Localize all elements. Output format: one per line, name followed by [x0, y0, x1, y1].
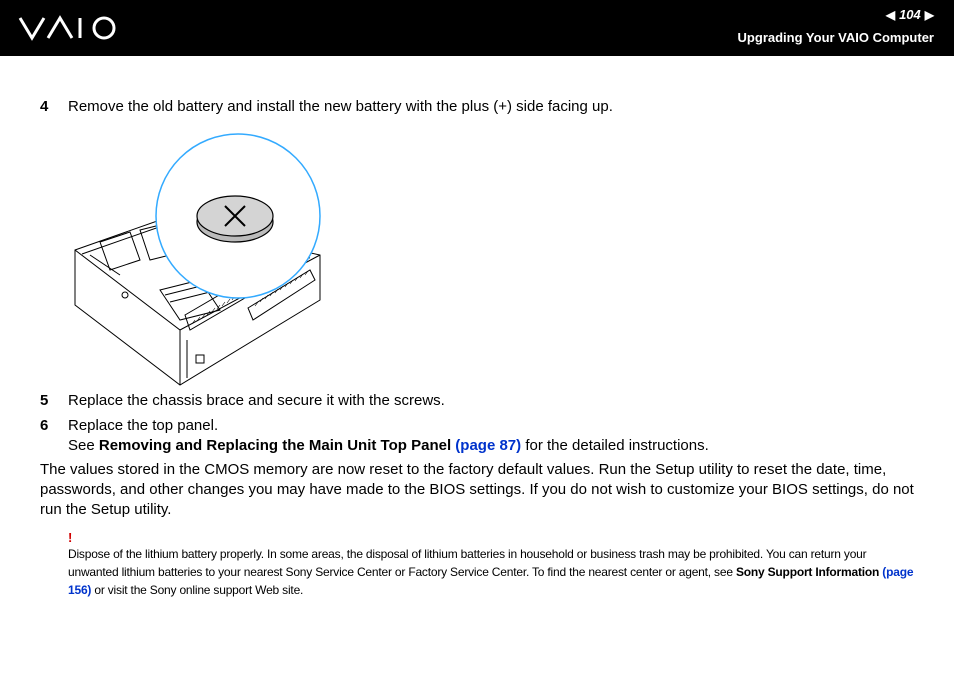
triangle-left-icon[interactable]: ◀	[885, 7, 896, 22]
note-text	[68, 545, 918, 599]
reference-title: Removing and Replacing the Main Unit Top Panel	[98, 437, 452, 454]
body-paragraph: The values stored in the CMOS memory are now reset to the factory default values. Run the Setup utility to reset the date, time, passwords, and other changes you may have made to the BIOS settings. If you do not wish to customize your BIOS settings, do not run the Setup utility.	[40, 461, 914, 518]
section-title: Upgrading Your VAIO Computer	[737, 30, 934, 45]
battery-replacement-illustration	[70, 130, 330, 390]
note-block	[68, 531, 918, 599]
note-page-link[interactable]: (page 156)	[68, 565, 914, 597]
exclamation-icon: !	[68, 530, 73, 545]
page-link[interactable]: (page 87)	[455, 437, 522, 454]
triangle-right-icon[interactable]: ▶	[924, 7, 934, 22]
step-number: 5	[40, 392, 49, 409]
step-6	[40, 416, 709, 456]
page-number: 104	[899, 7, 921, 22]
step-text: Remove the old battery and install the new battery with the plus (+) side facing up.	[68, 98, 613, 115]
step-number: 4	[40, 98, 49, 115]
step-5	[40, 391, 445, 411]
step-text: Replace the chassis brace and secure it with the screws.	[68, 392, 445, 409]
note-text-2: or visit the Sony online support Web site.	[91, 583, 304, 597]
page-navigation	[886, 7, 934, 22]
step-number: 6	[40, 417, 49, 434]
see-reference	[68, 436, 709, 456]
see-prefix: See	[68, 437, 99, 454]
see-suffix: for the detailed instructions.	[521, 437, 709, 454]
note-text-1: Dispose of the lithium battery properly. In some areas, the disposal of lithium batteries in household or business trash may be prohibited. You can return your unwanted lithium batteries to your nearest Sony Service Center or Factory Service Center. To find the nearest center or agent, see	[68, 547, 867, 579]
vaio-logo	[18, 14, 122, 42]
step-4	[40, 97, 613, 117]
step-text: Replace the top panel.	[68, 417, 219, 434]
note-bold: Sony Support Information	[735, 565, 880, 579]
page-header	[0, 0, 954, 56]
